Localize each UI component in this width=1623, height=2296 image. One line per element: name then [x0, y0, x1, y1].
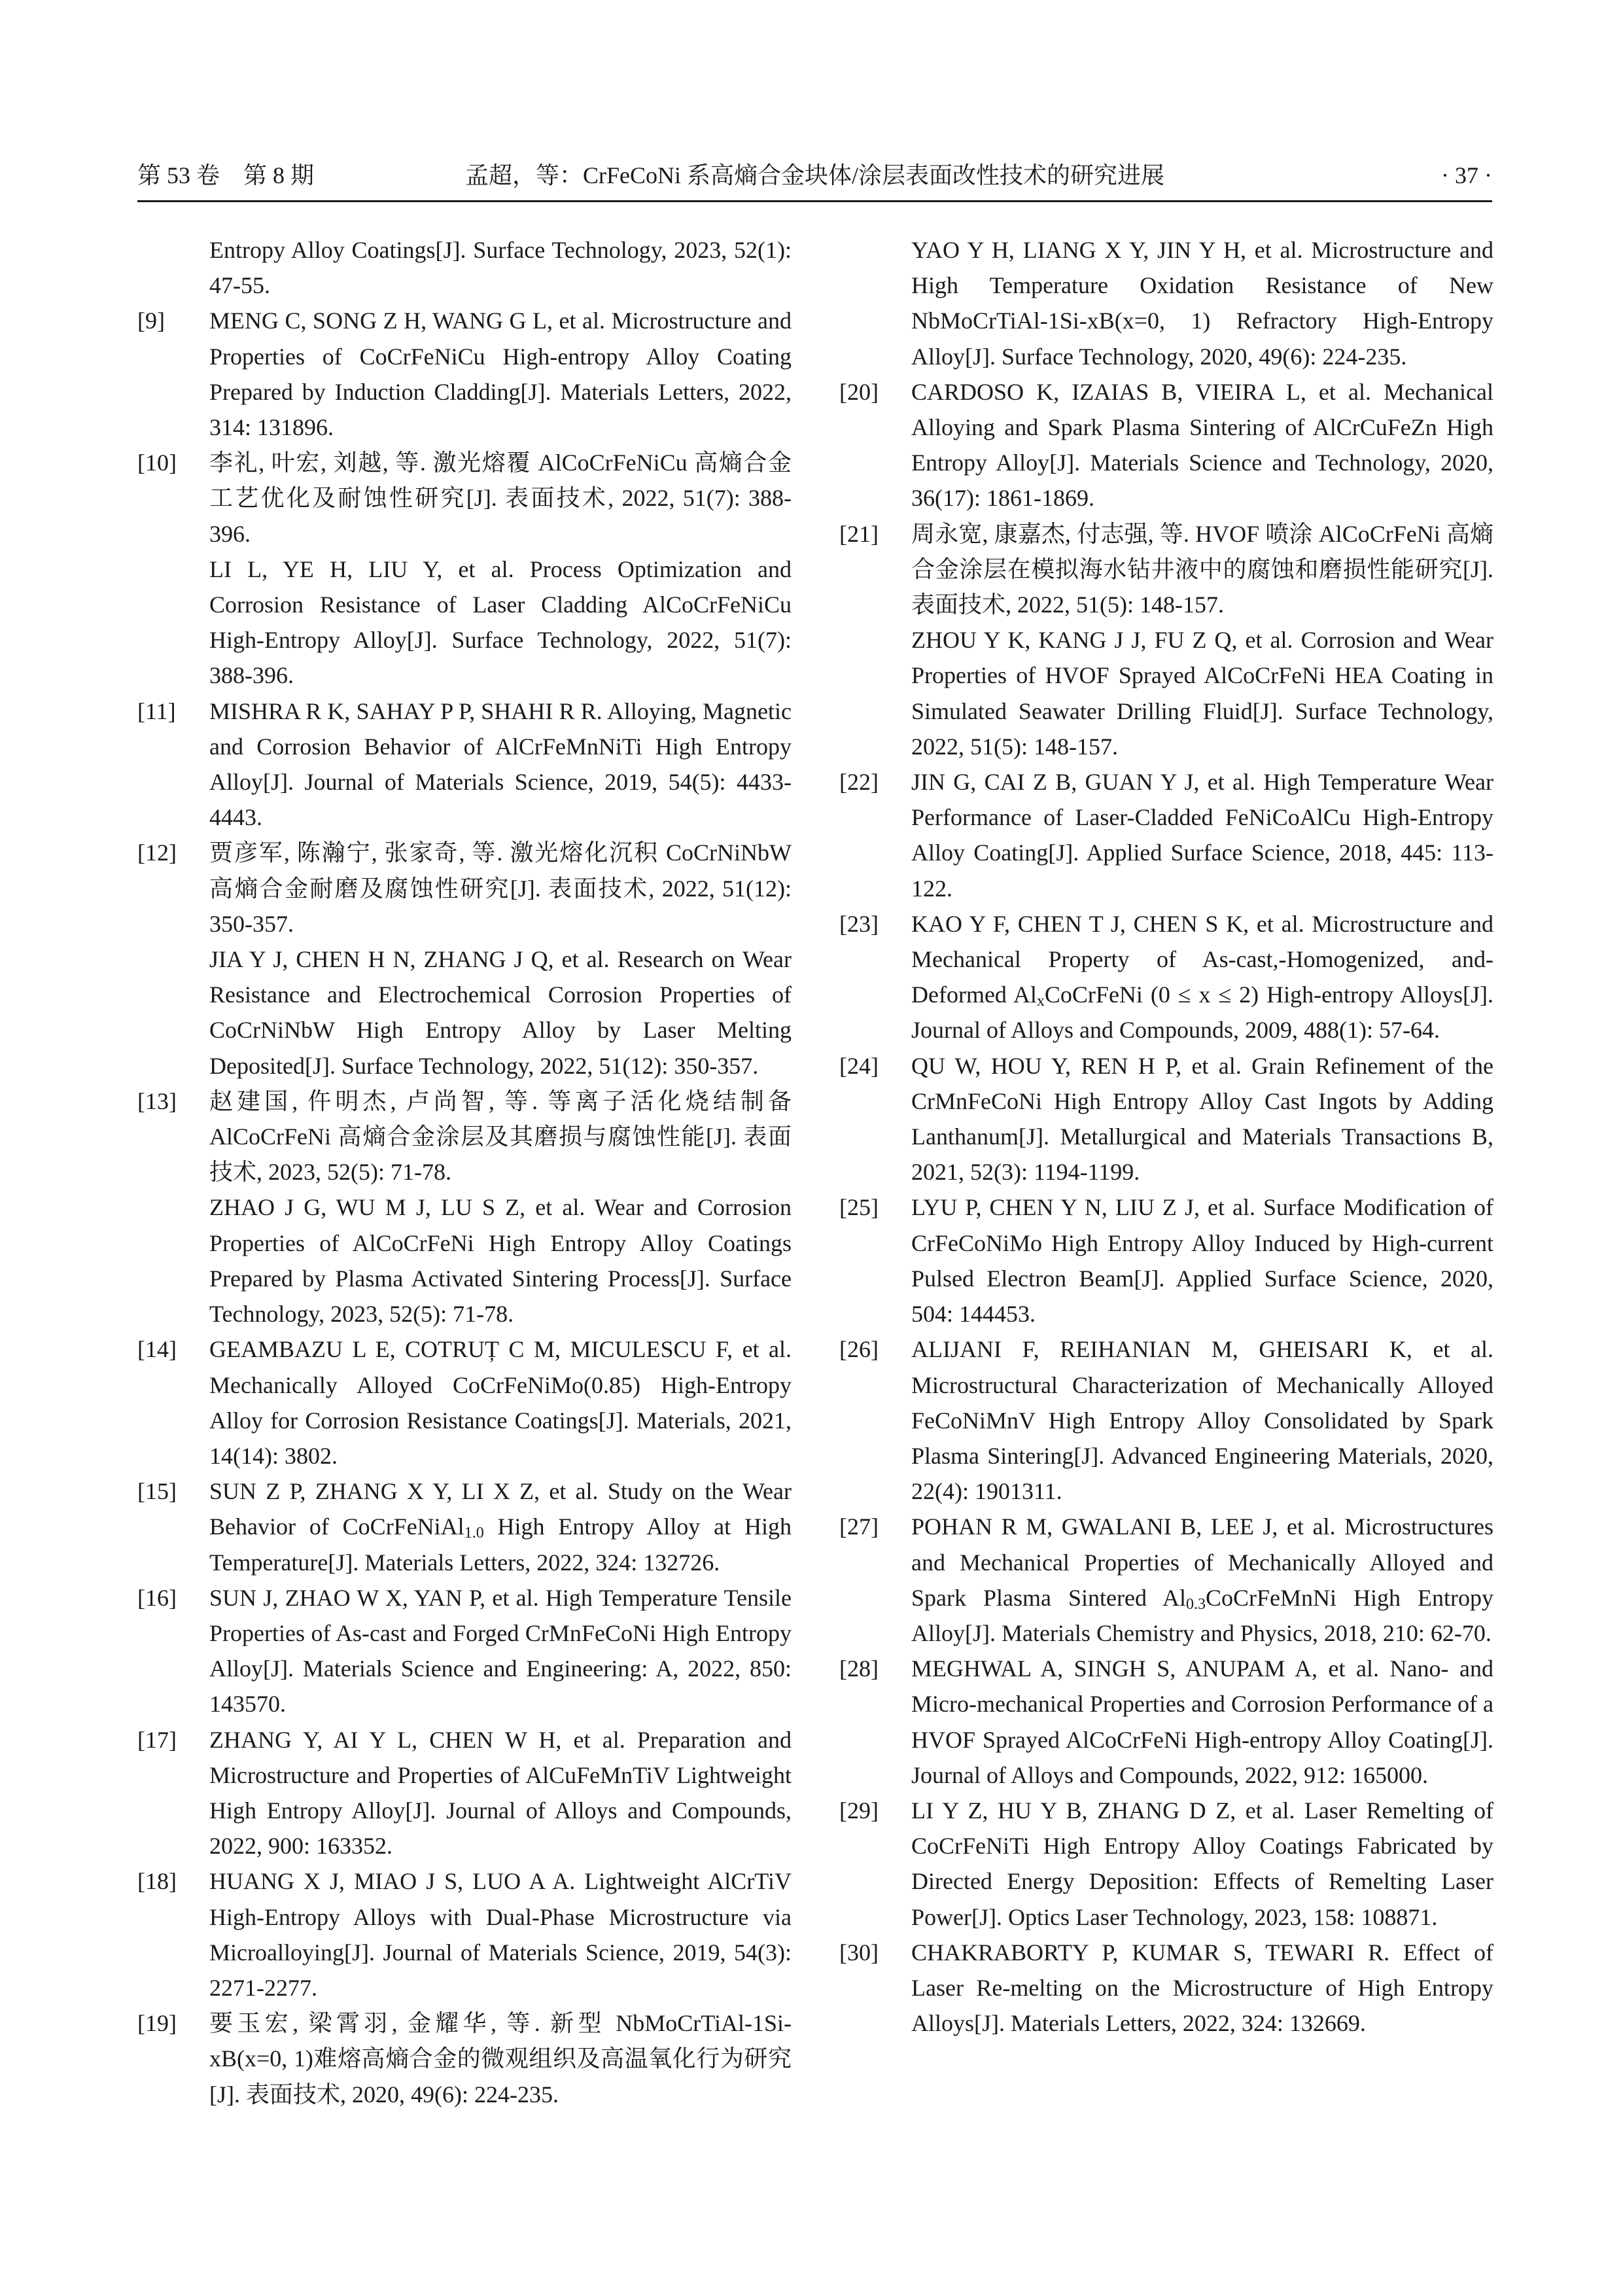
reference-text: ZHANG Y, AI Y L, CHEN W H, et al. Preparation and Microstructure and Properties of AlCuFeMnTiV Lightweight High Entropy Alloy[J]. Journal of Alloys and Compounds, 2022, 900: 163352.	[209, 1726, 792, 1860]
reference-text: GEAMBAZU L E, COTRUȚ C M, MICULESCU F, et al. Mechanically Alloyed CoCrFeNiMo(0.85) High-Entropy Alloy for Corrosion Resistance Coatings[J]. Materials, 2021, 14(14): 3802.	[209, 1336, 792, 1469]
page-number: · 37 ·	[1441, 162, 1492, 188]
reference-entry	[839, 232, 1493, 374]
reference-number: [25]	[839, 1194, 879, 1221]
reference-text	[911, 906, 1493, 1048]
reference-text-chinese: 贾彦军, 陈瀚宁, 张家奇, 等. 激光熔化沉积 CoCrNiNbW 高熵合金耐磨及腐蚀性研究[J]. 表面技术, 2022, 51(12): 350-357.	[209, 839, 792, 937]
running-header	[137, 156, 1492, 195]
reference-entry	[137, 1580, 792, 1722]
running-title: 孟超，等：CrFeCoNi 系高熵合金块体/涂层表面改性技术的研究进展	[464, 162, 1164, 188]
reference-text-chinese: 要玉宏, 梁霄羽, 金耀华, 等. 新型 NbMoCrTiAl-1Si-xB(x=0, 1)难熔高熵合金的微观组织及高温氧化行为研究[J]. 表面技术, 2020, 49(6): 224-235.	[209, 2010, 792, 2108]
reference-text	[209, 1474, 792, 1580]
reference-text-chinese: 李礼, 叶宏, 刘越, 等. 激光熔覆 AlCoCrFeNiCu 高熵合金工艺优化及耐蚀性研究[J]. 表面技术, 2022, 51(7): 388-396.	[209, 450, 792, 547]
reference-column-left	[137, 232, 792, 2112]
reference-entry	[137, 1863, 792, 2005]
reference-entry	[839, 1332, 1493, 1509]
reference-number: [23]	[839, 910, 879, 937]
volume-issue: 第 53 卷 第 8 期	[137, 162, 315, 188]
reference-number: [20]	[839, 378, 879, 405]
reference-text-english: YAO Y H, LIANG X Y, JIN Y H, et al. Microstructure and High Temperature Oxidation Resistance of New NbMoCrTiAl-1Si-xB(x=0, 1) Refractory High-Entropy Alloy[J]. Surface Technology, 2020, 49(6): 224-235.	[911, 237, 1493, 370]
reference-text	[911, 1509, 1493, 1651]
reference-text-english: JIA Y J, CHEN H N, ZHANG J Q, et al. Research on Wear Resistance and Electrochemical Corrosion Properties of CoCrNiNbW High Entropy Alloy by Laser Melting Deposited[J]. Surface Technology, 2022, 51(12): 350-357.	[209, 946, 792, 1079]
reference-number: [27]	[839, 1513, 879, 1540]
reference-number: [21]	[839, 520, 879, 547]
reference-text-chinese: 赵建国, 仵明杰, 卢尚智, 等. 等离子活化烧结制备 AlCoCrFeNi 高熵合金涂层及其磨损与腐蚀性能[J]. 表面技术, 2023, 52(5): 71-78.	[209, 1087, 792, 1186]
reference-number: [9]	[137, 308, 165, 334]
reference-number: [11]	[137, 698, 176, 724]
reference-text-part: CoCrFeNi (0 ≤ x ≤ 2) High-entropy Alloys[J]. Journal of Alloys and Compounds, 2009, 488(1): 57-64.	[911, 981, 1493, 1044]
reference-entry	[137, 835, 792, 1083]
reference-text: MEGHWAL A, SINGH S, ANUPAM A, et al. Nano- and Micro-mechanical Properties and Corrosion Performance of a HVOF Sprayed AlCoCrFeNi High-entropy Alloy Coating[J]. Journal of Alloys and Compounds, 2022, 912: 165000.	[911, 1655, 1493, 1788]
reference-number: [13]	[137, 1087, 177, 1114]
reference-entry	[839, 374, 1493, 516]
reference-number: [14]	[137, 1336, 177, 1363]
reference-entry	[839, 1651, 1493, 1793]
reference-entry	[839, 1509, 1493, 1651]
reference-number: [12]	[137, 839, 177, 866]
reference-entry	[137, 2005, 792, 2112]
subscript: 1.0	[464, 1525, 484, 1542]
reference-entry	[839, 516, 1493, 764]
reference-number: [19]	[137, 2010, 177, 2037]
reference-number: [29]	[839, 1797, 879, 1824]
reference-text: LYU P, CHEN Y N, LIU Z J, et al. Surface Modification of CrFeCoNiMo High Entropy Alloy Induced by High-current Pulsed Electron Beam[J]. Applied Surface Science, 2020, 504: 144453.	[911, 1194, 1493, 1328]
reference-entry	[137, 1084, 792, 1332]
reference-entry	[839, 1935, 1493, 2041]
reference-entry	[839, 1048, 1493, 1190]
reference-entry	[137, 1722, 792, 1864]
reference-column-right	[839, 232, 1493, 2041]
reference-number: [10]	[137, 450, 177, 476]
reference-text-english: ZHOU Y K, KANG J J, FU Z Q, et al. Corrosion and Wear Properties of HVOF Sprayed AlCoCrFeNi HEA Coating in Simulated Seawater Drilling Fluid[J]. Surface Technology, 2022, 51(5): 148-157.	[911, 627, 1493, 760]
header-rule	[137, 200, 1492, 202]
reference-text-part: POHAN R M, GWALANI B, LEE J, et al. Microstructures and Mechanical Properties of Mechanically Alloyed and Spark Plasma Sintered Al	[911, 1513, 1493, 1611]
reference-entry	[137, 303, 792, 445]
reference-entry	[137, 1474, 792, 1580]
reference-number: [17]	[137, 1726, 177, 1753]
reference-text-chinese: 周永宽, 康嘉杰, 付志强, 等. HVOF 喷涂 AlCoCrFeNi 高熵合金涂层在模拟海水钻井液中的腐蚀和磨损性能研究[J]. 表面技术, 2022, 51(5): 148-157.	[911, 520, 1493, 618]
reference-entry	[137, 445, 792, 693]
reference-text: CARDOSO K, IZAIAS B, VIEIRA L, et al. Mechanical Alloying and Spark Plasma Sintering of AlCrCuFeZn High Entropy Alloy[J]. Materials Science and Technology, 2020, 36(17): 1861-1869.	[911, 378, 1493, 512]
reference-number: [15]	[137, 1478, 177, 1505]
reference-entry	[839, 1190, 1493, 1332]
reference-number: [30]	[839, 1939, 879, 1966]
reference-number: [16]	[137, 1584, 177, 1611]
reference-number: [22]	[839, 769, 879, 796]
reference-number: [18]	[137, 1868, 177, 1895]
reference-number: [28]	[839, 1655, 879, 1682]
reference-text: LI Y Z, HU Y B, ZHANG D Z, et al. Laser Remelting of CoCrFeNiTi High Entropy Alloy Coatings Fabricated by Directed Energy Deposition: Effects of Remelting Laser Power[J]. Optics Laser Technology, 2023, 158: 108871.	[911, 1797, 1493, 1930]
reference-number: [26]	[839, 1336, 879, 1363]
reference-text: CHAKRABORTY P, KUMAR S, TEWARI R. Effect of Laser Re-melting on the Microstructure of High Entropy Alloys[J]. Materials Letters, 2022, 324: 132669.	[911, 1939, 1493, 2037]
reference-text-english: LI L, YE H, LIU Y, et al. Process Optimization and Corrosion Resistance of Laser Cladding AlCoCrFeNiCu High-Entropy Alloy[J]. Surface Technology, 2022, 51(7): 388-396.	[209, 556, 792, 689]
reference-text: MENG C, SONG Z H, WANG G L, et al. Microstructure and Properties of CoCrFeNiCu High-entropy Alloy Coating Prepared by Induction Cladding[J]. Materials Letters, 2022, 314: 131896.	[209, 308, 792, 441]
reference-text-part: CoCrFeMnNi High Entropy Alloy[J]. Materials Chemistry and Physics, 2018, 210: 62-70.	[911, 1584, 1493, 1646]
reference-text-part: High Entropy Alloy at High Temperature[J]. Materials Letters, 2022, 324: 132726.	[209, 1513, 792, 1576]
reference-text: MISHRA R K, SAHAY P P, SHAHI R R. Alloying, Magnetic and Corrosion Behavior of AlCrFeMnNiTi High Entropy Alloy[J]. Journal of Materials Science, 2019, 54(5): 4433-4443.	[209, 698, 792, 831]
subscript: 0.3	[1185, 1595, 1206, 1613]
reference-text: HUANG X J, MIAO J S, LUO A A. Lightweight AlCrTiV High-Entropy Alloys with Dual-Phase Microstructure via Microalloying[J]. Journal of Materials Science, 2019, 54(3): 2271-2277.	[209, 1868, 792, 2001]
reference-text: ALIJANI F, REIHANIAN M, GHEISARI K, et al. Microstructural Characterization of Mechanically Alloyed FeCoNiMnV High Entropy Alloy Consolidated by Spark Plasma Sintering[J]. Advanced Engineering Materials, 2020, 22(4): 1901311.	[911, 1336, 1493, 1505]
reference-text-part: SUN Z P, ZHANG X Y, LI X Z, et al. Study on the Wear Behavior of CoCrFeNiAl	[209, 1478, 792, 1540]
reference-entry	[137, 1332, 792, 1474]
reference-text-english: ZHAO J G, WU M J, LU S Z, et al. Wear and Corrosion Properties of AlCoCrFeNi High Entropy Alloy Coatings Prepared by Plasma Activated Sintering Process[J]. Surface Technology, 2023, 52(5): 71-78.	[209, 1194, 792, 1328]
reference-entry	[839, 764, 1493, 906]
reference-text: QU W, HOU Y, REN H P, et al. Grain Refinement of the CrMnFeCoNi High Entropy Alloy Cast Ingots by Adding Lanthanum[J]. Metallurgical and Materials Transactions B, 2021, 52(3): 1194-1199.	[911, 1052, 1493, 1186]
reference-entry	[839, 1793, 1493, 1935]
reference-number: [24]	[839, 1052, 879, 1079]
subscript: x	[1036, 993, 1045, 1010]
reference-text: JIN G, CAI Z B, GUAN Y J, et al. High Temperature Wear Performance of Laser-Cladded FeNiCoAlCu High-Entropy Alloy Coating[J]. Applied Surface Science, 2018, 445: 113-122.	[911, 769, 1493, 902]
reference-text: SUN J, ZHAO W X, YAN P, et al. High Temperature Tensile Properties of As-cast and Forged CrMnFeCoNi High Entropy Alloy[J]. Materials Science and Engineering: A, 2022, 850: 143570.	[209, 1584, 792, 1718]
reference-entry	[137, 694, 792, 836]
reference-entry	[137, 232, 792, 303]
reference-entry	[839, 906, 1493, 1048]
reference-text: Entropy Alloy Coatings[J]. Surface Technology, 2023, 52(1): 47-55.	[209, 237, 792, 299]
reference-text-part: KAO Y F, CHEN T J, CHEN S K, et al. Microstructure and Mechanical Property of As-cast,-Homogenized, and-Deformed Al	[911, 910, 1493, 1008]
